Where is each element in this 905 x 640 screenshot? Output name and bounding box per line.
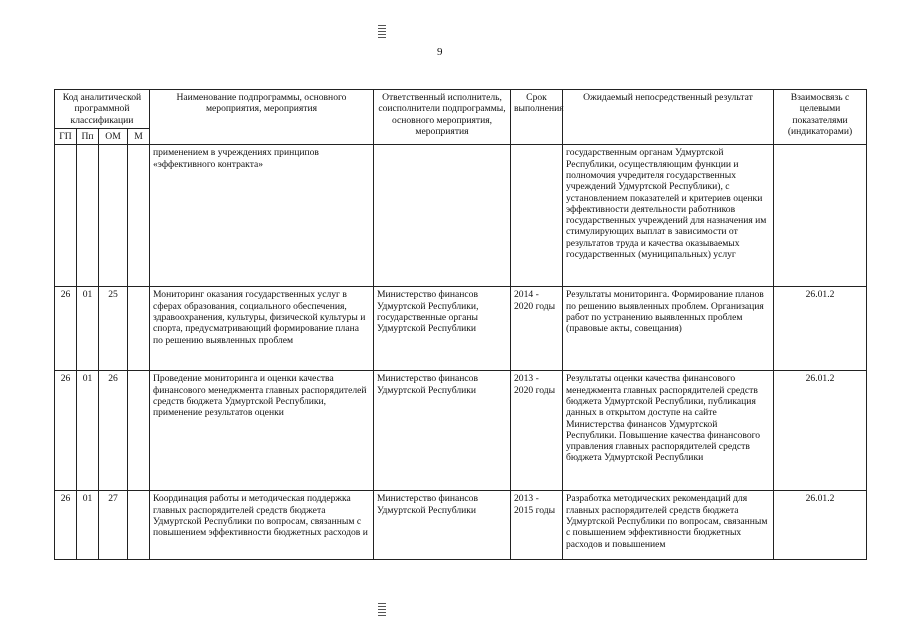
cell-term: 2013 - 2015 годы bbox=[511, 491, 563, 560]
table-row bbox=[55, 491, 867, 560]
cell-responsible bbox=[374, 145, 511, 287]
cell-om: 26 bbox=[99, 371, 128, 491]
header-om: ОМ bbox=[99, 128, 128, 144]
cell-result: Разработка методических рекомендаций для главных распорядителей средств бюджета Удмуртской Республики по вопросам, связанным с повышением эффективности бюджетных расходов и повышением bbox=[563, 491, 774, 560]
cell-result: Результаты оценки качества финансового менеджмента главных распорядителей средств бюджета Удмуртской Республики, публикация данных в открытом доступе на сайте Министерства финансов Удмуртской Республики. Повышение качества финансового управления главных распорядителей средств бюджета Удмуртской Республики bbox=[563, 371, 774, 491]
cell-pp bbox=[77, 145, 99, 287]
cell-result: государственным органам Удмуртской Республики, осуществляющим функции и полномочия учредителя государственных учреждений Удмуртской Республики), с установлением показателей и критериев оценки эффективности деятельности работников государственных учреждений для назначения им стимулирующих выплат в зависимости от результатов труда и качества оказываемых государственных (муниципальных) услуг bbox=[563, 145, 774, 287]
header-code-group: Код аналитической программной классификации bbox=[55, 90, 150, 129]
cell-om: 27 bbox=[99, 491, 128, 560]
cell-gp: 26 bbox=[55, 287, 77, 371]
cell-pp: 01 bbox=[77, 371, 99, 491]
header-row bbox=[55, 90, 867, 129]
cell-link: 26.01.2 bbox=[774, 371, 867, 491]
cell-name: применением в учреждениях принципов «эффективного контракта» bbox=[150, 145, 374, 287]
table-row bbox=[55, 287, 867, 371]
cell-m bbox=[128, 491, 150, 560]
cell-name: Мониторинг оказания государственных услуг в сферах образования, социального обеспечения, здравоохранения, культуры, физической культуры и спорта, предусматривающий формирование плана по решению выявленных проблем bbox=[150, 287, 374, 371]
cell-m bbox=[128, 287, 150, 371]
cell-result: Результаты мониторинга. Формирование планов по решению выявленных проблем. Организация работ по устранению выявленных проблем (правовые акты, совещания) bbox=[563, 287, 774, 371]
cell-responsible: Министерство финансов Удмуртской Республики bbox=[374, 491, 511, 560]
cell-responsible: Министерство финансов Удмуртской Республики bbox=[374, 371, 511, 491]
table-row bbox=[55, 145, 867, 287]
cell-pp: 01 bbox=[77, 491, 99, 560]
header-term: Срок выполнения bbox=[511, 90, 563, 145]
cell-gp bbox=[55, 145, 77, 287]
header-link: Взаимосвязь с целевыми показателями (индикаторами) bbox=[774, 90, 867, 145]
program-table bbox=[54, 89, 867, 560]
scan-mark-top bbox=[378, 24, 386, 38]
header-m: М bbox=[128, 128, 150, 144]
cell-link: 26.01.2 bbox=[774, 491, 867, 560]
header-responsible: Ответственный исполнитель, соисполнители подпрограммы, основного мероприятия, мероприятия bbox=[374, 90, 511, 145]
cell-gp: 26 bbox=[55, 371, 77, 491]
header-pp: Пп bbox=[77, 128, 99, 144]
cell-responsible: Министерство финансов Удмуртской Республики, государственные органы Удмуртской Республики bbox=[374, 287, 511, 371]
cell-pp: 01 bbox=[77, 287, 99, 371]
page-number: 9 bbox=[437, 46, 443, 58]
cell-om: 25 bbox=[99, 287, 128, 371]
cell-m bbox=[128, 145, 150, 287]
cell-om bbox=[99, 145, 128, 287]
table-row bbox=[55, 371, 867, 491]
cell-gp: 26 bbox=[55, 491, 77, 560]
cell-link: 26.01.2 bbox=[774, 287, 867, 371]
scan-mark-bottom bbox=[378, 602, 386, 616]
cell-name: Координация работы и методическая поддержка главных распорядителей средств бюджета Удмуртской Республики по вопросам, связанным с повышением эффективности бюджетных расходов и bbox=[150, 491, 374, 560]
cell-term: 2014 - 2020 годы bbox=[511, 287, 563, 371]
cell-link bbox=[774, 145, 867, 287]
cell-name: Проведение мониторинга и оценки качества финансового менеджмента главных распорядителей средств бюджета Удмуртской Республики, применение результатов оценки bbox=[150, 371, 374, 491]
cell-term: 2013 - 2020 годы bbox=[511, 371, 563, 491]
header-result: Ожидаемый непосредственный результат bbox=[563, 90, 774, 145]
header-name: Наименование подпрограммы, основного мероприятия, мероприятия bbox=[150, 90, 374, 145]
cell-term bbox=[511, 145, 563, 287]
header-gp: ГП bbox=[55, 128, 77, 144]
cell-m bbox=[128, 371, 150, 491]
